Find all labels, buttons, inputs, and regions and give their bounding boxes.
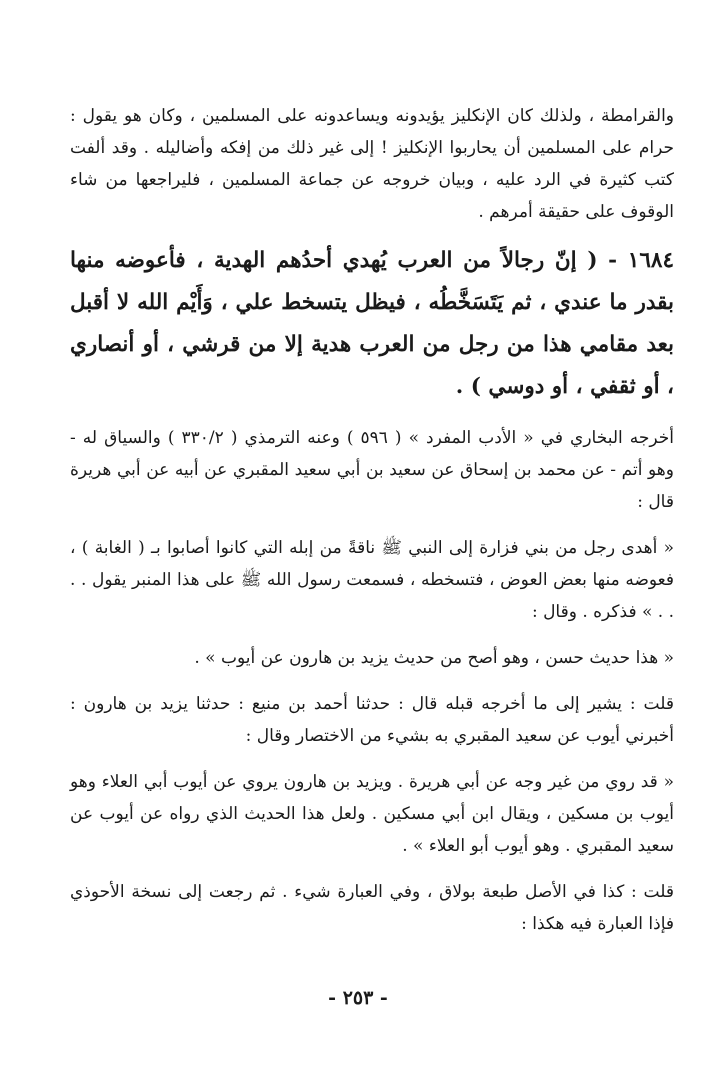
paragraph-takhrij: أخرجه البخاري في « الأدب المفرد » ( ٥٩٦ ) وعنه الترمذي ( ٣٣٠/٢ ) والسياق له - وهو أتم - عن محمد بن إسحاق عن سعيد بن أبي سعيد المقبري عن أبيه عن أبي هريرة قال : [70, 428, 674, 512]
page-number: - ٢٥٣ - [328, 987, 388, 1009]
hadith-text: ١٦٨٤ - ( إنّ رجالاً من العرب يُهدي أحدُهم الهدية ، فأعوضه منها بقدر ما عندي ، ثم يَتَسَخَّطُه ، فيظل يتسخط علي ، وَأَيْم الله لا أقبل بعد مقامي هذا من رجل من العرب هدية إلا من قرشي ، أو أنصاري ، أو ثقفي ، أو دوسي ) . [70, 248, 674, 399]
paragraph-comment-1: قلت : يشير إلى ما أخرجه قبله قال : حدثنا أحمد بن منيع : حدثنا يزيد بن هارون : أخبرني أيوب عن سعيد المقبري به بشيء من الاختصار وقال : [70, 694, 674, 746]
paragraph-narration: « أهدى رجل من بني فزارة إلى النبي ﷺ ناقةً من إبله التي كانوا أصابوا بـ ( الغابة ) ، فعوضه منها بعض العوض ، فتسخطه ، فسمعت رسول الله ﷺ على هذا المنبر يقول . . . . » فذكره . وقال : [70, 538, 674, 622]
page-content [70, 100, 674, 940]
paragraph-comment-2: قلت : كذا في الأصل طبعة بولاق ، وفي العبارة شيء . ثم رجعت إلى نسخة الأحوذي فإذا العبارة فيه هكذا : [70, 882, 674, 934]
paragraph-tirmidhi-grading: « هذا حديث حسن ، وهو أصح من حديث يزيد بن هارون عن أيوب » . [194, 648, 674, 668]
paragraph-intro-continuation: والقرامطة ، ولذلك كان الإنكليز يؤيدونه ويساعدونه على المسلمين ، وكان هو يقول : حرام على المسلمين أن يحاربوا الإنكليز ! إلى غير ذلك من إفكه وأضاليله . وقد ألفت كتب كثيرة في الرد عليه ، وبيان خروجه عن جماعة المسلمين ، فليراجعها من شاء الوقوف على حقيقة أمرهم . [70, 106, 674, 222]
paragraph-tirmidhi-quote: « قد روي من غير وجه عن أبي هريرة . ويزيد بن هارون يروي عن أيوب أبي العلاء وهو أيوب بن مسكين ، ويقال ابن أبي مسكين . ولعل هذا الحديث الذي رواه عن أيوب عن سعيد المقبري . وهو أيوب أبو العلاء » . [70, 772, 674, 856]
